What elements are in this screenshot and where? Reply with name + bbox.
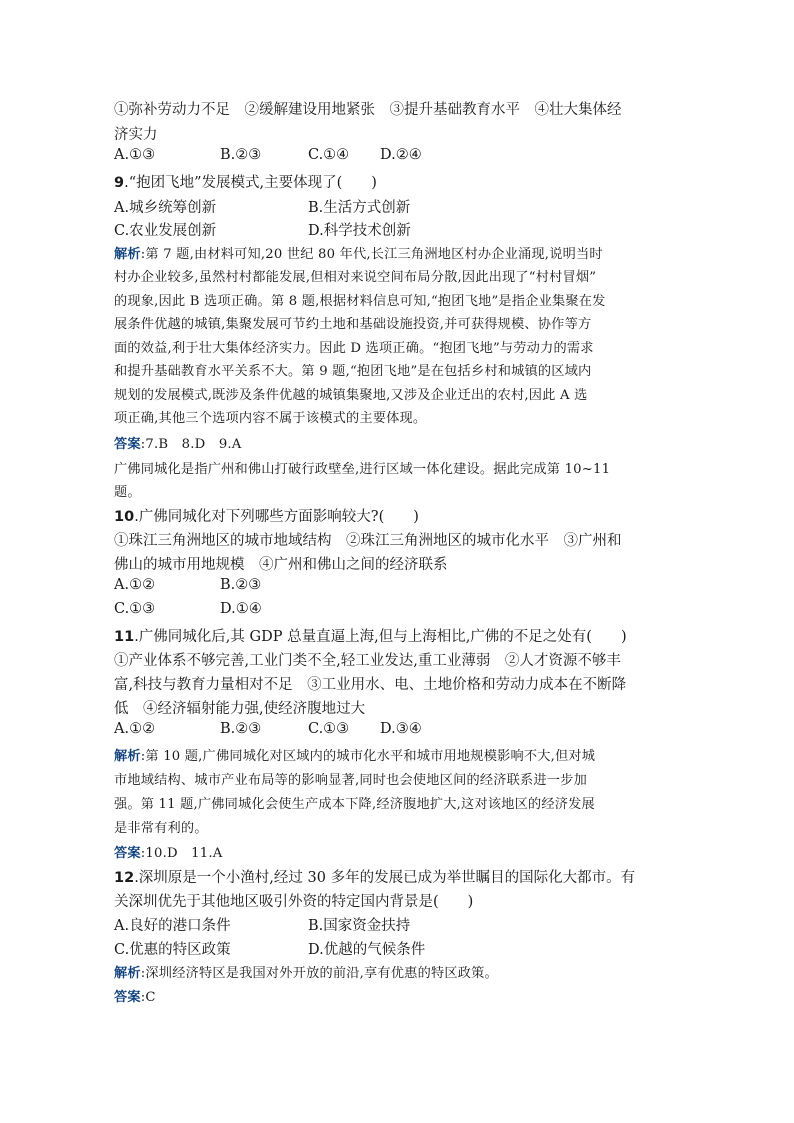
q12-option-b: B.国家资金扶持 (308, 918, 411, 934)
analysis-10-11-line-4: 是非常有利的。 (114, 821, 208, 836)
q8-option-d: D.②④ (380, 147, 422, 163)
analysis-7-9-line-3: 的现象,因此 B 选项正确。第 8 题,根据材料信息可知,“抱团飞地”是指企业集聚在发 (114, 294, 606, 309)
q11-option-b: B.②③ (220, 721, 262, 737)
analysis-10-11-line-2: 市地域结构、城市产业布局等的影响显著,同时也会使地区间的经济联系进一步加 (114, 773, 587, 788)
q12-option-a: A.良好的港口条件 (114, 918, 231, 934)
q11-statements-line-2: 富,科技与教育力量相对不足 ③工业用水、电、土地价格和劳动力成本在不断降 (114, 677, 627, 693)
answer-label: 答案 (114, 437, 141, 452)
analysis-7-9-line-6: 和提升基础教育水平关系不大。第 9 题,“抱团飞地”是在包括乡村和城镇的区域内 (114, 364, 592, 379)
answer-7-9: 答案:7.B 8.D 9.A (114, 437, 242, 452)
q9-stem-text: .“抱团飞地”发展模式,主要体现了( ) (124, 175, 377, 191)
analysis-7-9-line-2: 村办企业较多,虽然村村都能发展,但相对来说空间布局分散,因此出现了“村村冒烟” (114, 270, 597, 285)
answer-label: 答案 (114, 990, 141, 1005)
q10-number: 10 (114, 509, 135, 525)
q10-stem: 10.广佛同城化对下列哪些方面影响较大?( ) (114, 509, 419, 525)
answer-label: 答案 (114, 846, 141, 861)
answer-10-11: 答案:10.D 11.A (114, 846, 223, 861)
q11-stem: 11.广佛同城化后,其 GDP 总量直逼上海,但与上海相比,广佛的不足之处有( ) (114, 629, 627, 645)
q12-option-c: C.优惠的特区政策 (114, 942, 231, 958)
q10-statements-line-1: ①珠江三角洲地区的城市地域结构 ②珠江三角洲地区的城市化水平 ③广州和 (114, 533, 622, 549)
analysis-10-11-line-1: 解析:第 10 题,广佛同城化对区域内的城市化水平和城市用地规模影响不大,但对城 (114, 749, 596, 764)
analysis-10-11-line-3: 强。第 11 题,广佛同城化会使生产成本下降,经济腹地扩大,这对该地区的经济发展 (114, 797, 595, 812)
analysis-12: 解析:深圳经济特区是我国对外开放的前沿,享有优惠的特区政策。 (114, 966, 498, 981)
analysis-7-9-line-7: 规划的发展模式,既涉及条件优越的城镇集聚地,又涉及企业迁出的农村,因此 A 选 (114, 388, 588, 403)
analysis-label: 解析 (114, 966, 141, 981)
q9-option-a: A.城乡统筹创新 (114, 200, 217, 216)
q10-option-d: D.①④ (220, 601, 262, 617)
q12-number: 12 (114, 870, 135, 886)
q8-statements-line-2: 济实力 (114, 127, 158, 143)
q12-stem-line-2: 关深圳优先于其他地区吸引外资的特定国内背景是( ) (114, 894, 474, 910)
q9-option-d: D.科学技术创新 (308, 223, 411, 239)
q8-option-c: C.①④ (308, 147, 350, 163)
q11-option-c: C.①③ (308, 721, 350, 737)
q11-option-a: A.①② (114, 721, 156, 737)
q8-option-a: A.①③ (114, 147, 156, 163)
q9-stem (114, 171, 377, 192)
q10-option-a: A.①② (114, 577, 156, 593)
answer-12: 答案:C (114, 990, 156, 1005)
q9-option-b: B.生活方式创新 (308, 200, 411, 216)
q10-option-c: C.①③ (114, 601, 156, 617)
analysis-label: 解析 (114, 247, 141, 262)
q8-statements-line-1: ①弥补劳动力不足 ②缓解建设用地紧张 ③提升基础教育水平 ④壮大集体经 (114, 102, 622, 118)
q11-option-d: D.③④ (380, 721, 422, 737)
intro-10-11-line-2: 题。 (114, 485, 141, 500)
analysis-label: 解析 (114, 749, 141, 764)
analysis-7-9-line-1: 解析:第 7 题,由材料可知,20 世纪 80 年代,长江三角洲地区村办企业涌现,说明当时 (114, 247, 603, 262)
q9-number: 9 (114, 175, 125, 191)
q11-statements-line-3: 低 ④经济辐射能力强,使经济腹地过大 (114, 701, 366, 717)
analysis-7-9-line-5: 面的效益,利于壮大集体经济实力。因此 D 选项正确。“抱团飞地”与劳动力的需求 (114, 341, 594, 356)
intro-10-11-line-1: 广佛同城化是指广州和佛山打破行政壁垒,进行区域一体化建设。据此完成第 10~11 (114, 462, 611, 477)
q11-number: 11 (114, 629, 135, 645)
q10-option-b: B.②③ (220, 577, 262, 593)
q11-statements-line-1: ①产业体系不够完善,工业门类不全,轻工业发达,重工业薄弱 ②人才资源不够丰 (114, 653, 621, 669)
q10-statements-line-2: 佛山的城市用地规模 ④广州和佛山之间的经济联系 (114, 557, 448, 573)
q9-option-c: C.农业发展创新 (114, 223, 217, 239)
q12-option-d: D.优越的气候条件 (308, 942, 426, 958)
q8-option-b: B.②③ (220, 147, 262, 163)
analysis-7-9-line-8: 项正确,其他三个选项内容不属于该模式的主要体现。 (114, 411, 427, 426)
analysis-7-9-line-4: 展条件优越的城镇,集聚发展可节约土地和基础设施投资,并可获得规模、协作等方 (114, 317, 592, 332)
q12-stem: 12.深圳原是一个小渔村,经过 30 多年的发展已成为举世瞩目的国际化大都市。有 (114, 870, 636, 886)
